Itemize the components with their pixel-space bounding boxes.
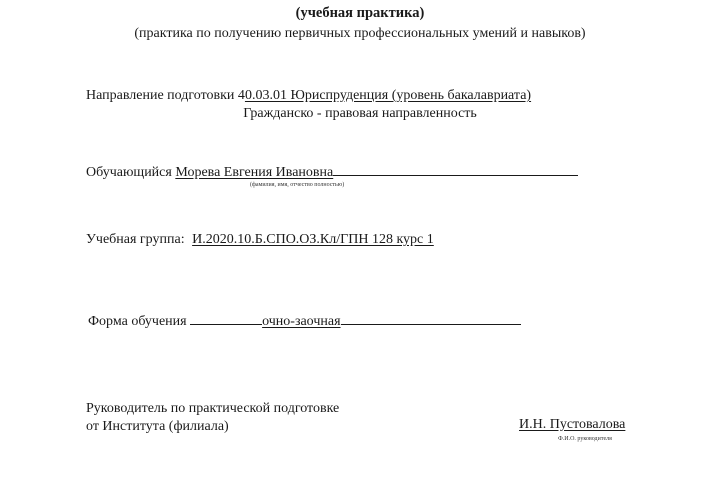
direction-label: Направление подготовки 4: [86, 88, 245, 103]
student-name: Морева Евгения Ивановна: [175, 165, 334, 180]
specialization-text: Гражданско - правовая направленность: [243, 106, 477, 121]
practice-type-subtitle: (практика по получению первичных профессиональных умений и навыков): [134, 26, 586, 41]
student-row: [86, 163, 578, 181]
study-form-line-left: [190, 312, 262, 325]
direction-row: [86, 88, 531, 104]
group-row: [86, 232, 434, 248]
supervisor-caption: Ф.И.О. руководителя: [558, 436, 612, 442]
supervisor-name: И.Н. Пустовалова: [519, 417, 626, 432]
study-form-row: [88, 312, 521, 330]
study-form-label: Форма обучения: [88, 314, 187, 329]
student-caption: (фамилия, имя, отчество полностью): [250, 182, 345, 188]
direction-value: 0.03.01 Юриспруденция (уровень бакалавриата): [244, 88, 532, 103]
supervisor-line-2: от Института (филиала): [86, 419, 229, 434]
student-fill-line: [333, 163, 578, 176]
student-label: Обучающийся: [86, 165, 172, 180]
practice-type-title: (учебная практика): [295, 5, 425, 21]
group-label: Учебная группа:: [86, 232, 185, 247]
supervisor-line-1: Руководитель по практической подготовке: [86, 401, 340, 416]
study-form-line-right: [341, 312, 521, 325]
study-form-value: очно-заочная: [262, 314, 341, 329]
group-value: И.2020.10.Б.СПО.ОЗ.Кл/ГПН 128 курс 1: [192, 232, 434, 247]
